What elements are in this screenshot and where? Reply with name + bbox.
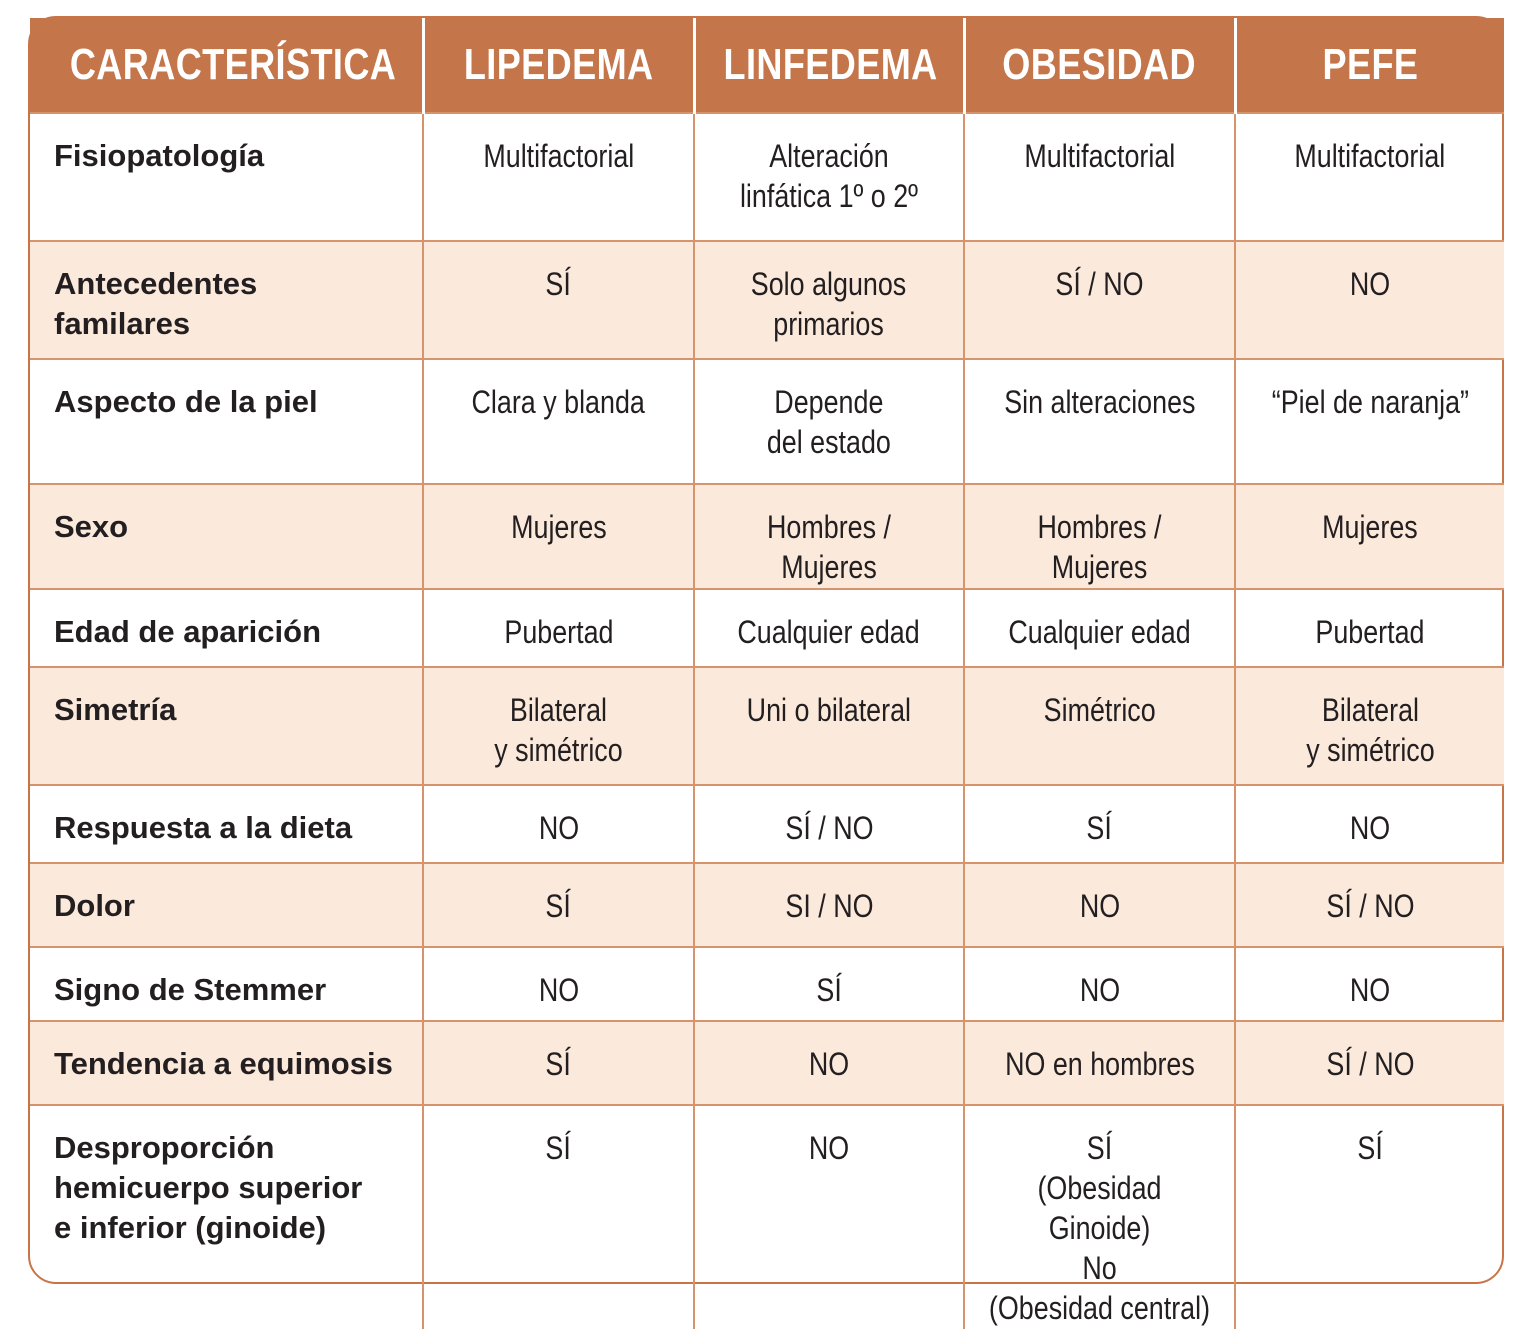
value-text: Bilateral y simétrico — [494, 692, 623, 768]
value-cell — [964, 785, 1235, 863]
value-cell — [694, 1021, 964, 1105]
value-cell — [964, 667, 1235, 785]
value-text: SÍ / NO — [1325, 1046, 1415, 1082]
value-text: Pubertad — [1315, 614, 1425, 650]
header-label: OBESIDAD — [1002, 40, 1197, 89]
value-text: Clara y blanda — [471, 384, 646, 420]
feature-label: Respuesta a la dieta — [54, 810, 353, 845]
feature-label: Dolor — [54, 888, 135, 923]
value-cell — [694, 241, 964, 359]
feature-cell — [30, 947, 423, 1021]
feature-cell — [30, 785, 423, 863]
value-cell — [423, 589, 694, 667]
value-cell — [694, 589, 964, 667]
feature-cell — [30, 1021, 423, 1105]
feature-label: Aspecto de la piel — [54, 384, 318, 419]
comparison-table-grid — [30, 18, 1504, 1329]
value-cell — [1235, 1105, 1504, 1329]
header-linfedema — [694, 18, 964, 113]
value-cell — [964, 359, 1235, 484]
value-text: SÍ — [1357, 1130, 1383, 1166]
value-cell — [694, 667, 964, 785]
value-cell — [694, 484, 964, 589]
header-pefe — [1235, 18, 1504, 113]
value-cell — [694, 863, 964, 947]
feature-label: Antecedentes familares — [54, 266, 258, 341]
value-cell — [423, 241, 694, 359]
value-text: NO — [1079, 972, 1120, 1008]
feature-cell — [30, 113, 423, 241]
value-cell — [1235, 1021, 1504, 1105]
value-cell — [694, 359, 964, 484]
value-text: SÍ (Obesidad Ginoide) No (Obesidad central) — [988, 1130, 1211, 1326]
feature-label: Sexo — [54, 509, 129, 544]
value-cell — [423, 785, 694, 863]
value-text: Multifactorial — [483, 138, 634, 174]
value-cell — [694, 113, 964, 241]
value-text: NO — [808, 1130, 850, 1166]
table-row — [30, 785, 1504, 863]
value-cell — [1235, 785, 1504, 863]
header-label: LINFEDEMA — [723, 40, 938, 89]
value-text: NO — [1349, 972, 1391, 1008]
value-cell — [694, 947, 964, 1021]
table-row — [30, 1105, 1504, 1329]
value-text: SÍ / NO — [1055, 266, 1144, 302]
value-text: NO — [1079, 888, 1120, 924]
value-text: NO — [1349, 810, 1391, 846]
value-text: Hombres / Mujeres — [1037, 509, 1162, 585]
value-cell — [964, 113, 1235, 241]
value-text: SÍ — [545, 1130, 572, 1166]
value-text: Pubertad — [503, 614, 614, 650]
value-text: Mujeres — [1322, 509, 1418, 545]
value-text: Cualquier edad — [1008, 614, 1191, 650]
value-cell — [1235, 589, 1504, 667]
value-text: “Piel de naranja” — [1271, 384, 1469, 420]
value-cell — [964, 1105, 1235, 1329]
feature-cell — [30, 589, 423, 667]
value-cell — [964, 589, 1235, 667]
table-row — [30, 863, 1504, 947]
value-text: Mujeres — [510, 509, 607, 545]
table-row — [30, 359, 1504, 484]
value-cell — [423, 947, 694, 1021]
table-row — [30, 484, 1504, 589]
value-cell — [964, 947, 1235, 1021]
table-row — [30, 1021, 1504, 1105]
header-caracteristica — [30, 18, 423, 113]
value-text: Uni o bilateral — [746, 692, 912, 728]
value-cell — [1235, 667, 1504, 785]
value-text: NO en hombres — [1004, 1046, 1195, 1082]
value-text: Sin alteraciones — [1003, 384, 1196, 420]
value-cell — [1235, 947, 1504, 1021]
feature-cell — [30, 359, 423, 484]
table-row — [30, 241, 1504, 359]
value-text: Hombres / Mujeres — [767, 509, 891, 585]
value-cell — [1235, 484, 1504, 589]
value-text: Alteración linfática 1º o 2º — [739, 138, 919, 214]
value-cell — [423, 359, 694, 484]
value-text: SÍ / NO — [1325, 888, 1415, 924]
header-obesidad — [964, 18, 1235, 113]
value-cell — [964, 484, 1235, 589]
feature-cell — [30, 863, 423, 947]
value-cell — [423, 484, 694, 589]
value-text: Multifactorial — [1294, 138, 1446, 174]
value-cell — [964, 241, 1235, 359]
value-text: Bilateral y simétrico — [1305, 692, 1435, 768]
value-text: NO — [808, 1046, 850, 1082]
table-row — [30, 667, 1504, 785]
value-cell — [423, 667, 694, 785]
feature-label: Tendencia a equimosis — [54, 1046, 393, 1081]
value-text: SÍ — [1086, 810, 1113, 846]
feature-label: Simetría — [54, 692, 177, 727]
value-cell — [423, 113, 694, 241]
value-text: Cualquier edad — [737, 614, 921, 650]
table-header-row — [30, 18, 1504, 113]
value-text: SÍ — [545, 1046, 572, 1082]
value-text: NO — [538, 810, 579, 846]
value-text: NO — [538, 972, 579, 1008]
value-text: Multifactorial — [1024, 138, 1175, 174]
table-row — [30, 589, 1504, 667]
header-label: CARACTERÍSTICA — [69, 40, 397, 89]
value-cell — [694, 785, 964, 863]
table-row — [30, 947, 1504, 1021]
feature-label: Edad de aparición — [54, 614, 322, 649]
value-cell — [1235, 863, 1504, 947]
value-cell — [964, 863, 1235, 947]
value-text: SÍ — [545, 266, 572, 302]
value-text: SI / NO — [784, 888, 874, 924]
value-cell — [964, 1021, 1235, 1105]
feature-label: Fisiopatología — [54, 138, 265, 173]
table-row — [30, 113, 1504, 241]
value-text: Solo algunos primarios — [751, 266, 907, 342]
header-label: LIPEDEMA — [463, 40, 654, 89]
value-cell — [423, 1105, 694, 1329]
feature-label: Desproporción hemicuerpo superior e inferior (ginoide) — [54, 1130, 363, 1245]
value-text: SÍ — [545, 888, 572, 924]
feature-cell — [30, 1105, 423, 1329]
value-text: Simétrico — [1043, 692, 1156, 728]
value-cell — [694, 1105, 964, 1329]
value-cell — [423, 863, 694, 947]
value-text: SÍ — [816, 972, 842, 1008]
header-lipedema — [423, 18, 694, 113]
feature-cell — [30, 484, 423, 589]
value-text: SÍ / NO — [784, 810, 874, 846]
value-cell — [1235, 359, 1504, 484]
value-text: Depende del estado — [766, 384, 892, 460]
header-label: PEFE — [1322, 40, 1419, 89]
value-cell — [1235, 241, 1504, 359]
value-text: NO — [1349, 266, 1391, 302]
feature-label: Signo de Stemmer — [54, 972, 327, 1007]
value-cell — [423, 1021, 694, 1105]
comparison-table — [28, 16, 1504, 1326]
feature-cell — [30, 667, 423, 785]
feature-cell — [30, 241, 423, 359]
value-cell — [1235, 113, 1504, 241]
